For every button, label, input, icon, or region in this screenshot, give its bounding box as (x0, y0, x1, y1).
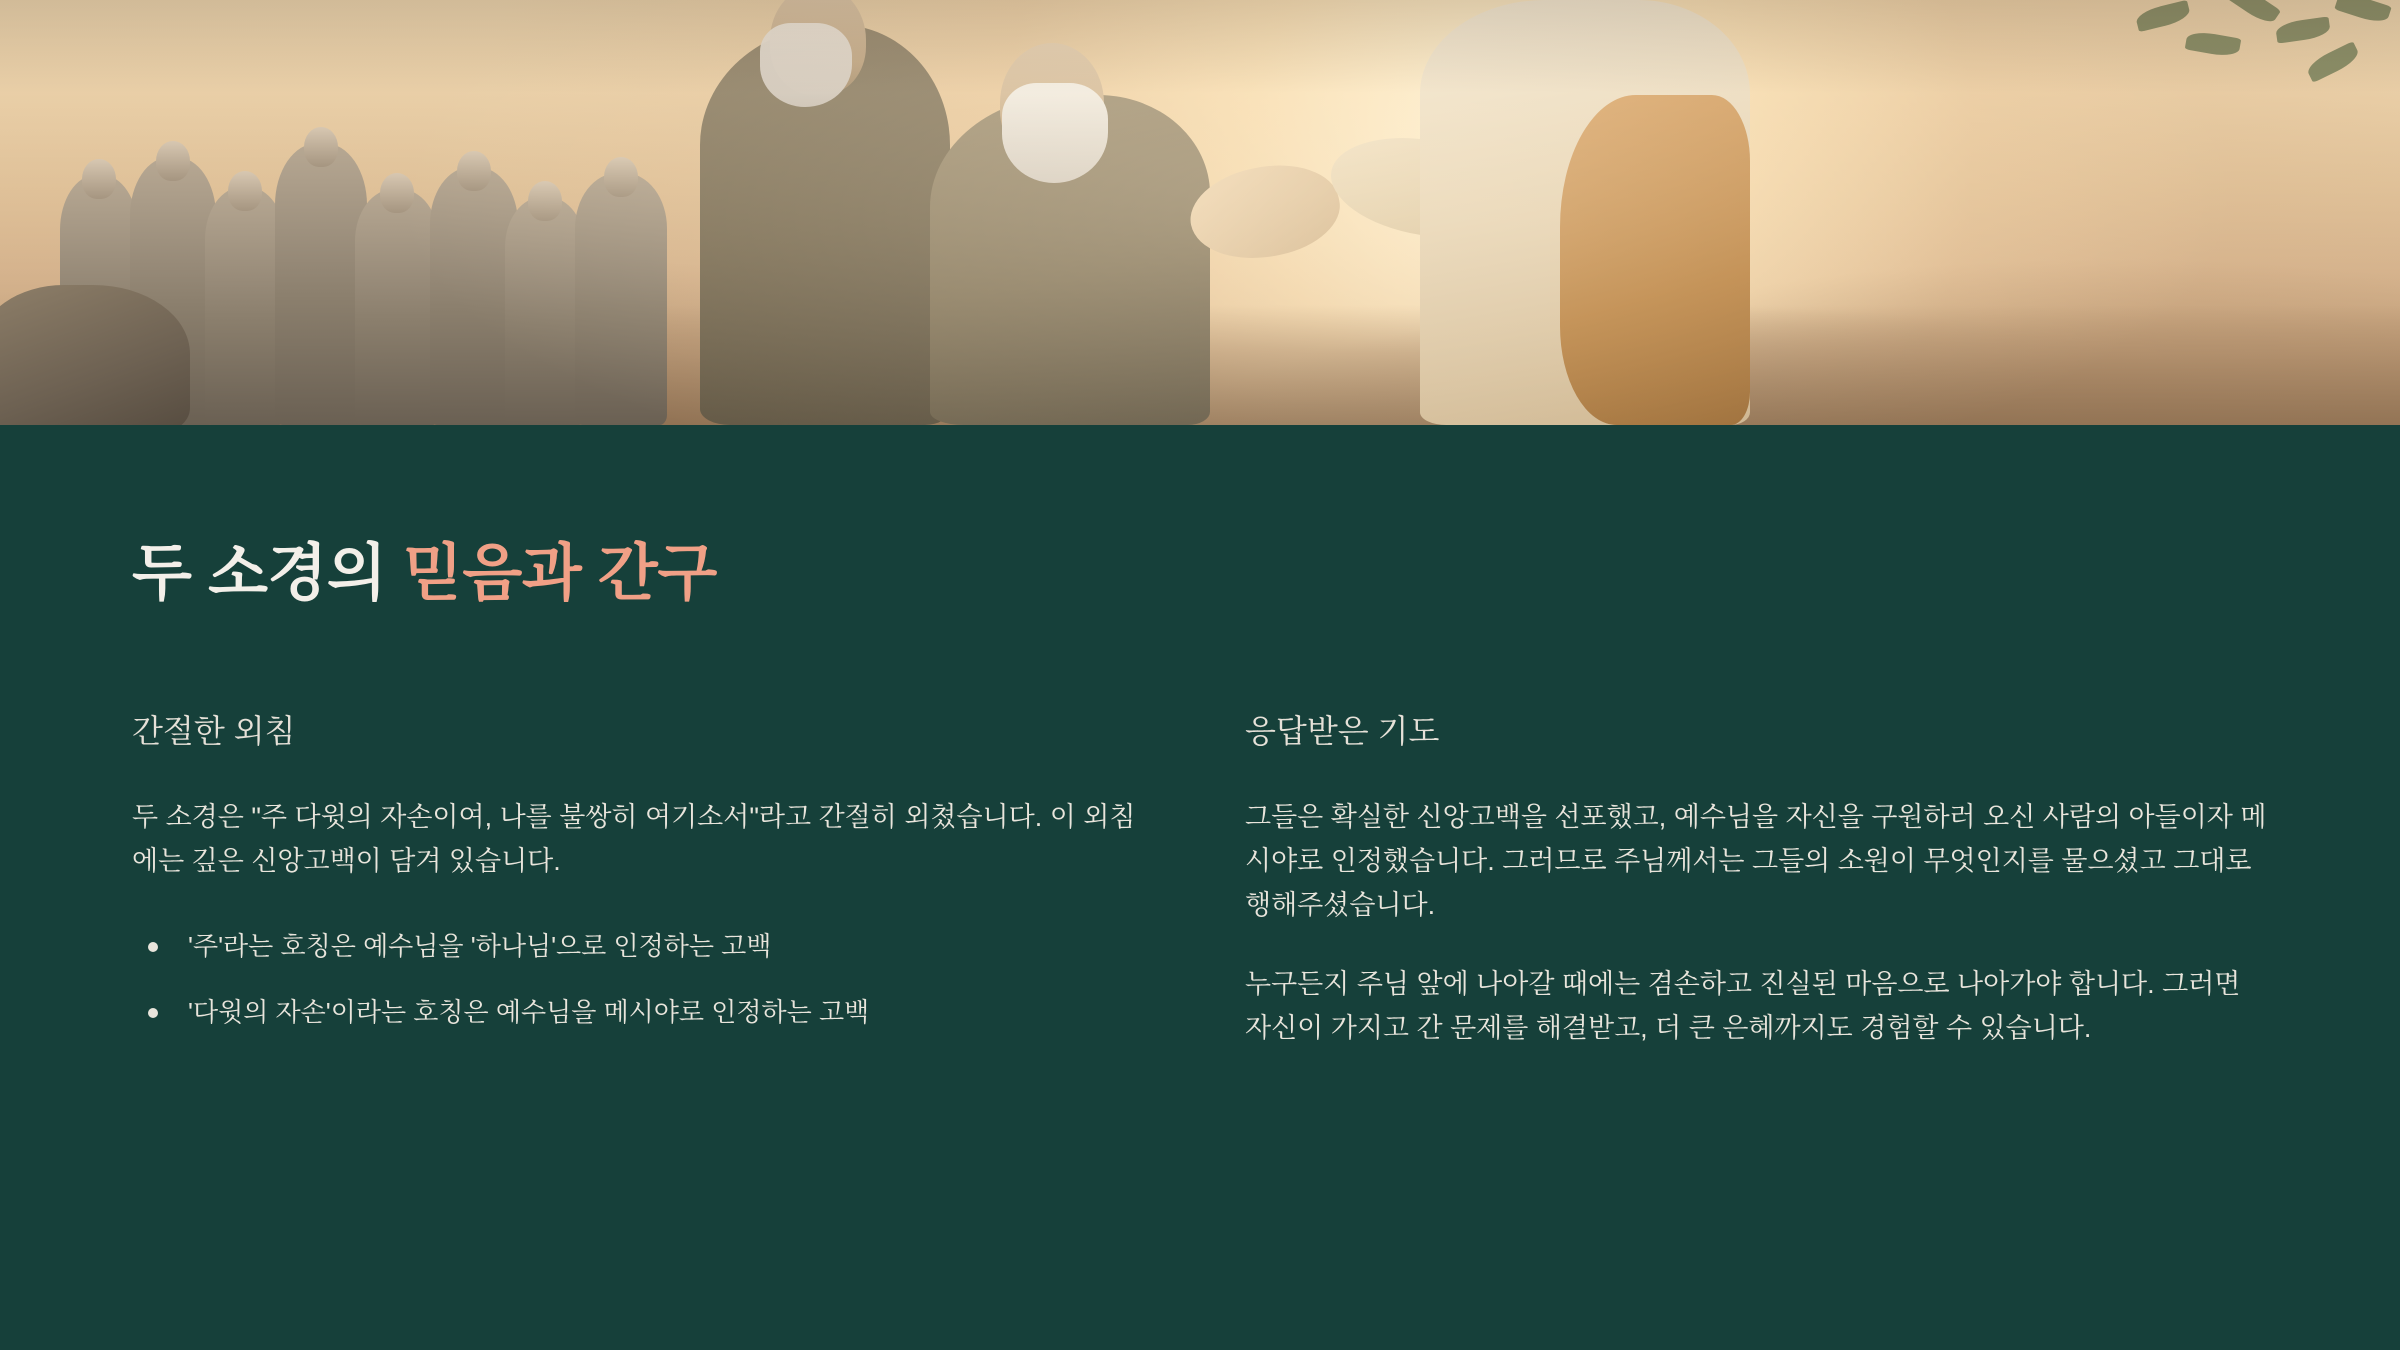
olive-branch (2080, 0, 2400, 180)
hero-image (0, 0, 2400, 425)
column-right-heading: 응답받은 기도 (1245, 713, 1440, 750)
list-item: '다윗의 자손'이라는 호칭은 예수님을 메시야로 인정하는 고백 (132, 992, 1155, 1032)
column-right-paragraph-1: 그들은 확실한 신앙고백을 선포했고, 예수님을 자신을 구원하러 오신 사람의 아들이자 메시야로 인정했습니다. 그러므로 주님께서는 그들의 소원이 무엇인지를 물으셨고 그대로 행해주셨습니다. (1245, 802, 2267, 920)
column-left (132, 706, 1155, 1087)
page-title-accent: 믿음과 간구 (403, 539, 717, 608)
list-item: '주'라는 호칭은 예수님을 '하나님'으로 인정하는 고백 (132, 926, 1155, 966)
figure-standing-elder-beard (760, 23, 852, 107)
slide-content (0, 425, 2400, 1350)
column-right (1245, 706, 2268, 1087)
foreground-rock (0, 285, 190, 425)
column-left-heading: 간절한 외침 (132, 713, 296, 750)
page-title-plain: 두 소경의 (132, 539, 404, 608)
figure-kneeling-elder-beard (1002, 83, 1108, 183)
robed-figure-sash (1560, 95, 1750, 425)
page-title (132, 537, 2268, 610)
column-right-paragraph-2: 누구든지 주님 앞에 나아갈 때에는 겸손하고 진실된 마음으로 나아가야 합니다. 그러면 자신이 가지고 간 문제를 해결받고, 더 큰 은혜까지도 경험할 수 있습니다. (1245, 969, 2241, 1044)
column-left-bullet-list (132, 926, 1155, 1033)
column-left-paragraph-1: 두 소경은 "주 다윗의 자손이여, 나를 불쌍히 여기소서"라고 간절히 외쳤습니다. 이 외침에는 깊은 신앙고백이 담겨 있습니다. (132, 802, 1136, 876)
content-columns (132, 706, 2268, 1087)
